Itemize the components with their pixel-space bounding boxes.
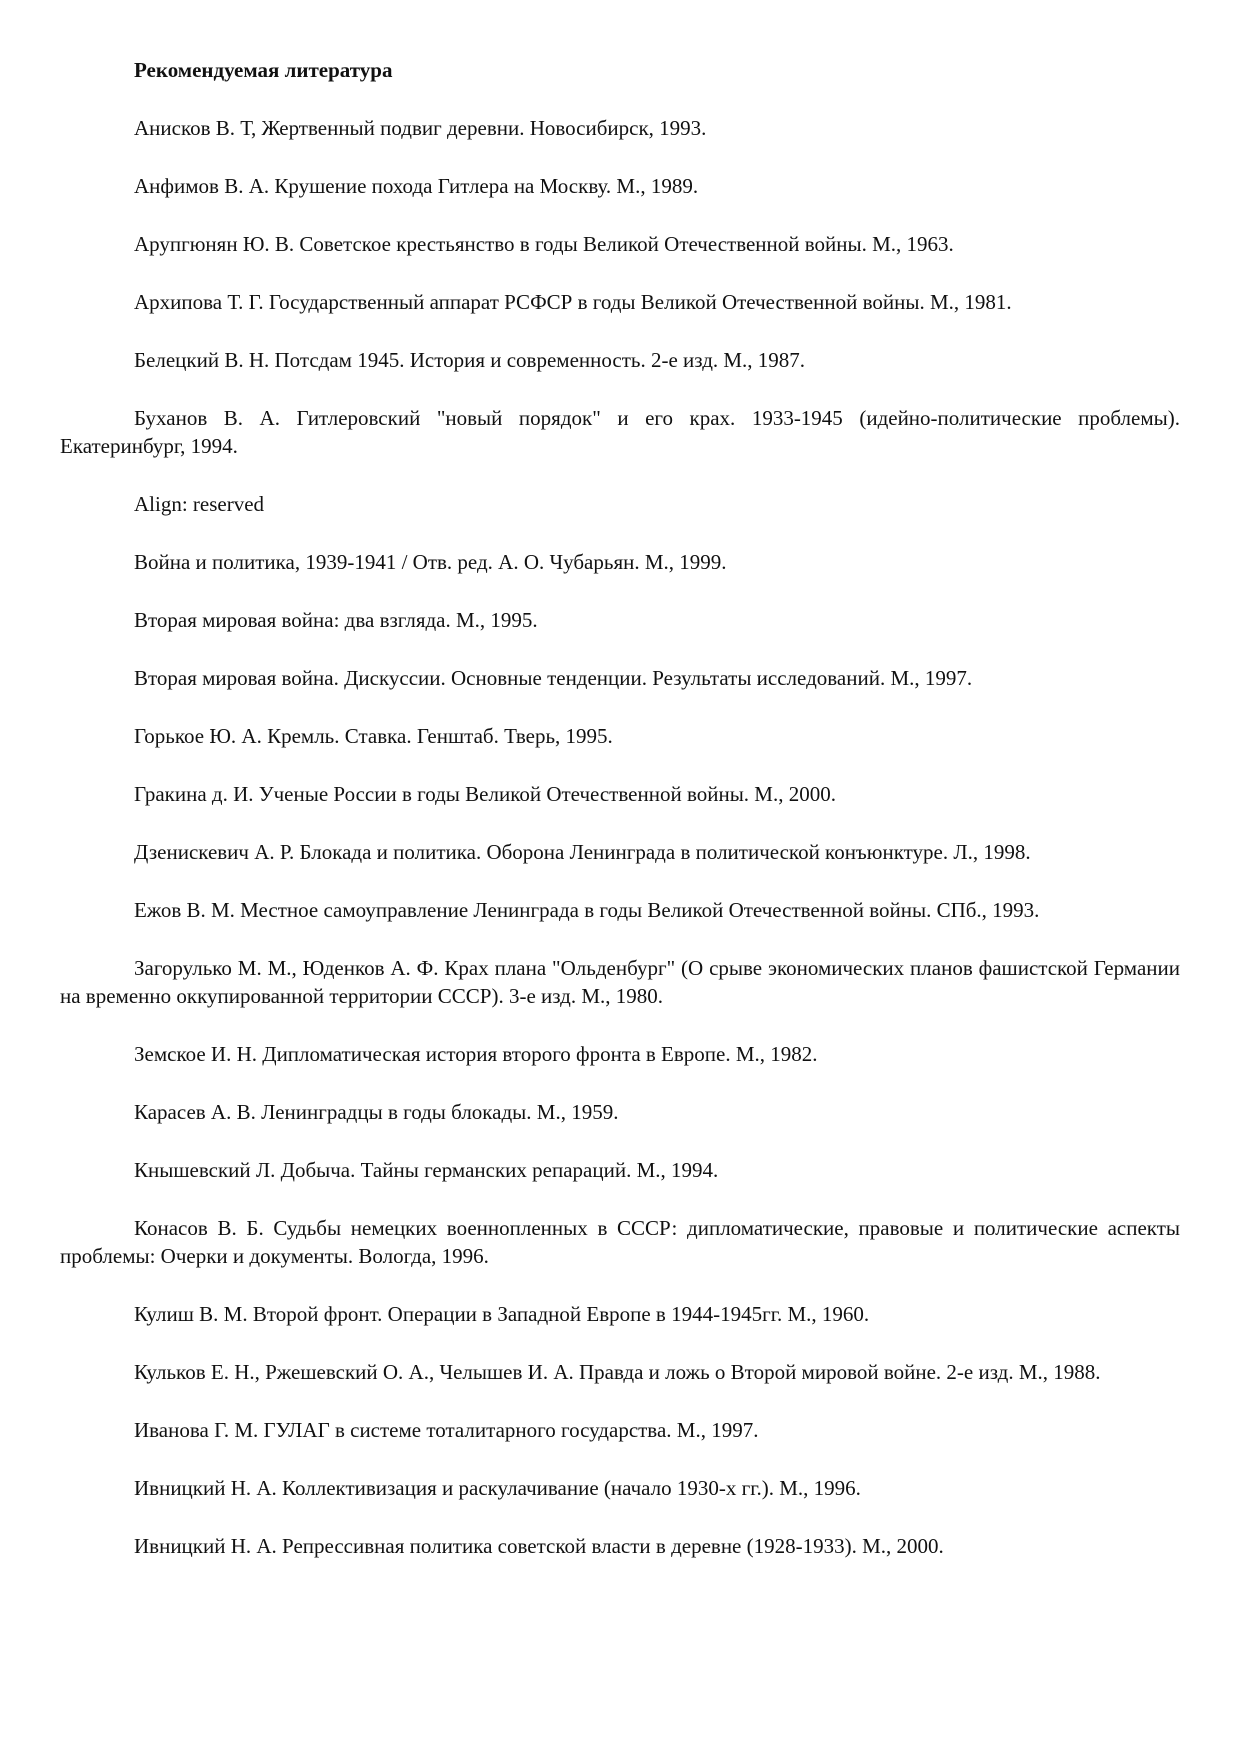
bibliography-entry: Загорулько М. М., Юденков А. Ф. Крах плана "Ольденбург" (О срыве экономических планов фашистской Германии на временно оккупированной территории СССР). 3-е изд. М., 1980. [60,956,1180,1008]
bibliography-entry: Кнышевский Л. Добыча. Тайны германских репараций. М., 1994. [134,1158,719,1182]
document-page [60,56,1180,1590]
bibliography-entry: Ивницкий Н. А. Репрессивная политика советской власти в деревне (1928-1933). М., 2000. [134,1534,944,1558]
bibliography-entry: Земское И. Н. Дипломатическая история второго фронта в Европе. М., 1982. [134,1042,818,1066]
bibliography-entry: Карасев А. В. Ленинградцы в годы блокады. М., 1959. [134,1100,619,1124]
bibliography-entry: Белецкий В. Н. Потсдам 1945. История и современность. 2-е изд. М., 1987. [134,348,806,372]
bibliography-entry: Архипова Т. Г. Государственный аппарат РСФСР в годы Великой Отечественной войны. М., 1981. [134,290,1012,314]
bibliography-entry: Иванова Г. М. ГУЛАГ в системе тоталитарного государства. М., 1997. [134,1418,759,1442]
bibliography-entry: Буханов В. А. Гитлеровский "новый порядок" и его крах. 1933-1945 (идейно-политические проблемы). Екатеринбург, 1994. [60,406,1180,458]
bibliography-entry: Вторая мировая война. Дискуссии. Основные тенденции. Результаты исследований. М., 1997. [134,666,973,690]
section-heading: Рекомендуемая литература [134,58,393,82]
bibliography-entry: Ивницкий Н. А. Коллективизация и раскулачивание (начало 1930-х гг.). М., 1996. [134,1476,861,1500]
bibliography-entry: Вторая мировая война: два взгляда. М., 1995. [134,608,538,632]
bibliography-list [60,114,1180,1560]
bibliography-entry: Горькое Ю. А. Кремль. Ставка. Генштаб. Тверь, 1995. [134,724,613,748]
bibliography-entry: Дзенискевич А. Р. Блокада и политика. Оборона Ленинграда в политической конъюнктуре. Л., 1998. [134,840,1031,864]
bibliography-entry: Война и политика, 1939-1941 / Отв. ред. А. О. Чубарьян. М., 1999. [134,550,727,574]
bibliography-entry: Кульков Е. Н., Ржешевский О. А., Челышев И. А. Правда и ложь о Второй мировой войне. 2-е изд. М., 1988. [134,1360,1101,1384]
bibliography-entry: Кулиш В. М. Второй фронт. Операции в Западной Европе в 1944-1945гг. М., 1960. [134,1302,870,1326]
bibliography-entry: Анфимов В. А. Крушение похода Гитлера на Москву. М., 1989. [134,174,699,198]
bibliography-entry: Анисков В. Т, Жертвенный подвиг деревни. Новосибирск, 1993. [134,116,707,140]
bibliography-entry: Арупгюнян Ю. В. Советское крестьянство в годы Великой Отечественной войны. М., 1963. [134,232,954,256]
bibliography-entry: Гракина д. И. Ученые России в годы Великой Отечественной войны. М., 2000. [134,782,836,806]
bibliography-entry: Align: reserved [134,492,265,516]
bibliography-entry: Ежов В. М. Местное самоуправление Ленинграда в годы Великой Отечественной войны. СПб., 1993. [134,898,1040,922]
bibliography-entry: Конасов В. Б. Судьбы немецких военнопленных в СССР: дипломатические, правовые и политические аспекты проблемы: Очерки и документы. Вологда, 1996. [60,1216,1180,1268]
